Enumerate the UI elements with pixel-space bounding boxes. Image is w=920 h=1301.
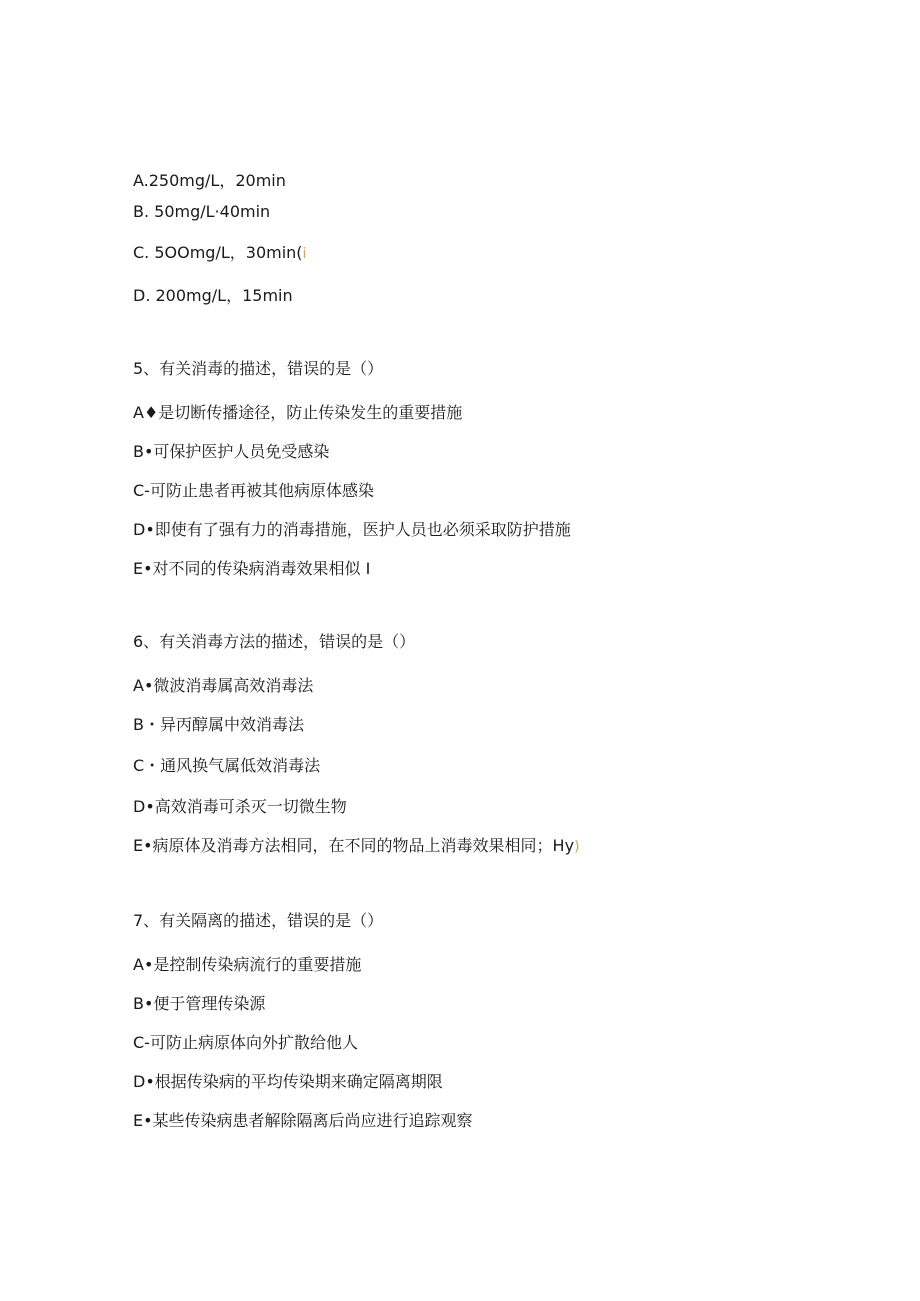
q7-option-c: C-可防止病原体向外扩散给他人 [133, 1033, 358, 1052]
prev-option-c-row [133, 243, 306, 264]
q5-option-b: B•可保护医护人员免受感染 [133, 442, 330, 461]
q6-option-e-row [133, 836, 580, 857]
q6-option-b: B・异丙醇属中效消毒法 [133, 715, 304, 734]
q6-option-d: D•高效消毒可杀灭一切微生物 [133, 797, 347, 816]
stray-mark: ) [574, 839, 580, 855]
prev-option-c: C. 5OOmg∕L，30min( [133, 243, 303, 262]
q7-option-e: E•某些传染病患者解除隔离后尚应进行追踪观察 [133, 1111, 473, 1130]
prev-option-b: B. 50mg∕L·40min [133, 202, 271, 221]
q5-option-e: E•对不同的传染病消毒效果相似 I [133, 559, 371, 578]
question-5-title: 5、有关消毒的描述，错误的是（） [133, 359, 384, 378]
prev-option-a: A.250mg∕L，20min [133, 171, 286, 190]
q6-option-e: E•病原体及消毒方法相同，在不同的物品上消毒效果相同；Hy [133, 836, 575, 855]
q6-option-a: A•微波消毒属高效消毒法 [133, 676, 314, 695]
q7-option-b: B•便于管理传染源 [133, 994, 266, 1013]
stray-mark: i [302, 246, 307, 262]
q6-option-c: C・通风换气属低效消毒法 [133, 756, 321, 775]
q5-option-c: C-可防止患者再被其他病原体感染 [133, 481, 374, 500]
q5-option-a: A♦是切断传播途径，防止传染发生的重要措施 [133, 403, 463, 422]
q7-option-a: A•是控制传染病流行的重要措施 [133, 955, 362, 974]
prev-option-d: D. 200mg∕L，15min [133, 286, 293, 305]
question-7-title: 7、有关隔离的描述，错误的是（） [133, 911, 384, 930]
q5-option-d: D•即使有了强有力的消毒措施，医护人员也必须采取防护措施 [133, 520, 571, 539]
q7-option-d: D•根据传染病的平均传染期来确定隔离期限 [133, 1072, 443, 1091]
question-6-title: 6、有关消毒方法的描述，错误的是（） [133, 632, 416, 651]
